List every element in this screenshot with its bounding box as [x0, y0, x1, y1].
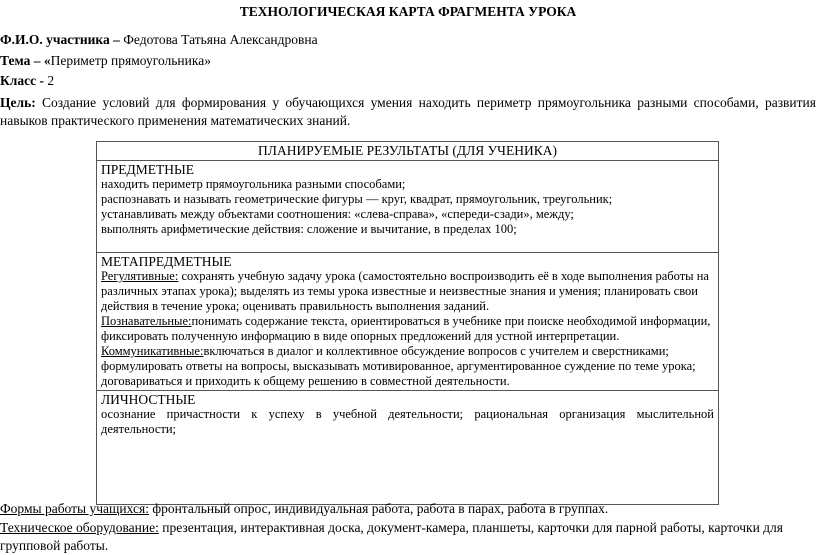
- regulative-text: сохранять учебную задачу урока (самостоятельно воспроизводить её в ходе выполнения работы на различных этапах урока); выделять из темы урока известные и неизвестные знания и умения; планировать свои действия в течение урока; оценивать правильность выполнения заданий.: [101, 269, 709, 313]
- forms-label: Формы работы учащихся:: [0, 501, 149, 516]
- participant-line: [0, 32, 318, 48]
- meta-results-cell: [97, 253, 719, 391]
- grade-line: [0, 73, 54, 89]
- meta-communicative: [101, 344, 714, 389]
- subject-item: устанавливать между объектами соотношения: «слева-справа», «спереди-сзади», между;: [101, 207, 574, 221]
- personal-results-cell: [97, 391, 719, 505]
- grade-value: 2: [47, 73, 55, 88]
- topic-line: [0, 53, 211, 69]
- topic-label: Тема – «: [0, 53, 51, 68]
- communicative-text: включаться в диалог и коллективное обсуждение вопросов с учителем и сверстниками; формулировать ответы на вопросы, высказывать мотивированное, аргументированное суждение по теме урока; договариваться и приходить к общему решению в совместной деятельности.: [101, 344, 696, 388]
- grade-label: Класс -: [0, 73, 44, 88]
- personal-title: ЛИЧНОСТНЫЕ: [101, 392, 196, 407]
- subject-results-cell: [97, 161, 719, 253]
- equipment-value: презентация, интерактивная доска, документ-камера, планшеты, карточки для парной работы, карточки для групповой работы.: [0, 520, 783, 553]
- forms-value: фронтальный опрос, индивидуальная работа, работа в парах, работа в группах.: [148, 501, 609, 516]
- participant-label: Ф.И.О. участника –: [0, 32, 120, 47]
- subject-item: распознавать и называть геометрические фигуры — круг, квадрат, прямоугольник, треугольник;: [101, 192, 613, 206]
- cognitive-text: понимать содержание текста, ориентироваться в учебнике при поиске необходимой информации, фиксировать полученную информацию в виде опорных предложений для устной интерпретации.: [101, 314, 711, 343]
- subject-item: выполнять арифметические действия: сложение и вычитание, в пределах 100;: [101, 222, 517, 236]
- results-header: ПЛАНИРУЕМЫЕ РЕЗУЛЬТАТЫ (ДЛЯ УЧЕНИКА): [97, 142, 719, 161]
- meta-cognitive: [101, 314, 714, 344]
- topic-value: Периметр прямоугольника»: [50, 53, 211, 68]
- subject-item: находить периметр прямоугольника разными способами;: [101, 177, 406, 191]
- equipment-label: Техническое оборудование:: [0, 520, 159, 535]
- participant-value: Федотова Татьяна Александровна: [123, 32, 318, 47]
- personal-text: осознание причастности к успеху в учебной деятельности; рациональная организация мыслительной деятельности;: [101, 407, 714, 436]
- subject-title: ПРЕДМЕТНЫЕ: [101, 162, 194, 177]
- goal-label: Цель:: [0, 95, 36, 110]
- meta-title: МЕТАПРЕДМЕТНЫЕ: [101, 254, 232, 269]
- forms-line: [0, 500, 816, 518]
- regulative-label: Регулятивные:: [101, 269, 179, 283]
- cognitive-label: Познавательные:: [101, 314, 192, 328]
- goal-value: Создание условий для формирования у обучающихся умения находить периметр прямоугольника разными способами, развития навыков практического применения математических знаний.: [0, 95, 816, 128]
- communicative-label: Коммуникативные:: [101, 344, 204, 358]
- document-title: ТЕХНОЛОГИЧЕСКАЯ КАРТА ФРАГМЕНТА УРОКА: [239, 4, 577, 19]
- goal-paragraph: [0, 94, 816, 130]
- equipment-line: [0, 519, 816, 555]
- results-table: [96, 141, 719, 505]
- meta-regulative: [101, 269, 714, 314]
